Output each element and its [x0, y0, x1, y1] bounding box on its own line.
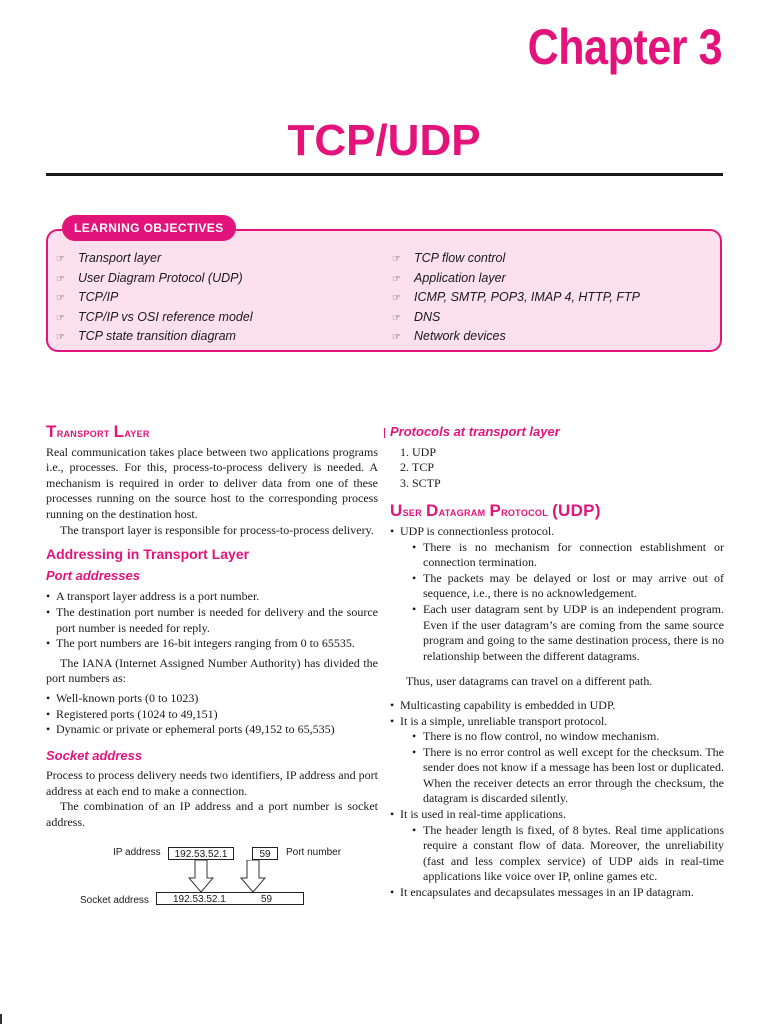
ip-address-label: IP address: [113, 847, 161, 858]
list-item: • It encapsulates and decapsulates messages in an IP datagram.: [390, 885, 724, 901]
list-item: • UDP is connectionless protocol. • There is no mechanism for connection establishment or connection termination. • The packets may be delayed or lost or may arrive out of sequence, i.e., there is no acknowledgement. • Each user datagram sent by UDP is an independent program. Even if the user datagram’s are coming from the same source program and going to the same destination process, there is no relationship between the different datagrams.: [390, 524, 724, 664]
pointing-hand-icon: ☞: [56, 332, 65, 343]
socket-address-heading: Socket address: [46, 747, 143, 763]
objectives-right-list: [392, 249, 640, 347]
port-number-label: Port number: [286, 847, 342, 858]
list-item: 2. TCP: [412, 460, 724, 476]
chapter-title: TCP/UDP: [287, 116, 481, 165]
thus-paragraph: Thus, user datagrams can travel on a different path.: [406, 674, 653, 689]
pointing-hand-icon: ☞: [56, 273, 65, 285]
ip-address-box: 192.53.52.1: [168, 847, 234, 860]
objective-item: ☞ TCP/IP: [56, 288, 253, 308]
down-arrows: [186, 860, 276, 892]
sub-list: [412, 540, 724, 665]
list-item: • There is no mechanism for connection establishment or connection termination.: [412, 540, 724, 571]
objective-item: ☞ Application layer: [392, 269, 640, 289]
port-range-list: [46, 691, 378, 738]
list-item: • The header length is fixed, of 8 bytes. Real time applications require a constant flow of data. Moreover, the unreliability (fast and less complex service) of UDP aids in real-time applications like voice over IP, online games etc.: [412, 823, 724, 885]
list-item: • There is no flow control, no window mechanism.: [412, 729, 724, 745]
sub-list: [412, 823, 724, 885]
list-item: • Dynamic or private or ephemeral ports (49,152 to 65,535): [46, 722, 378, 738]
objective-item: ☞ TCP flow control: [392, 249, 640, 269]
objective-item: ☞ DNS: [392, 308, 640, 328]
objective-item: ☞ User Diagram Protocol (UDP): [56, 269, 253, 289]
page-edge-mark: [0, 1014, 2, 1024]
addressing-heading: Addressing in Transport Layer: [46, 546, 250, 563]
list-item: • Registered ports (1024 to 49,151): [46, 707, 378, 723]
chapter-number: Chapter 3: [527, 19, 722, 75]
socket-address-label: Socket address: [80, 895, 149, 906]
pointing-hand-icon: ☞: [392, 273, 401, 285]
socket-ip-value: 192.53.52.1: [173, 894, 226, 905]
socket-address-diagram: [76, 842, 366, 912]
transport-paragraph: Real communication takes place between two applications programs i.e., processes. For this, process-to-process delivery is needed. A mechanism is required in order to deliver data from one of these processes running on the source host to the corresponding process running on the destination host.: [46, 444, 378, 521]
list-item: • The destination port number is needed for delivery and the source port number is needed for reply.: [46, 605, 378, 636]
udp-heading: User Datagram Protocol (UDP): [390, 501, 601, 521]
learning-objectives-tag: LEARNING OBJECTIVES: [62, 215, 236, 241]
iana-paragraph: The IANA (Internet Assigned Number Authority) has divided the port numbers as:: [46, 655, 378, 686]
pointing-hand-icon: ☞: [392, 254, 401, 265]
protocol-list: [390, 445, 724, 492]
pointing-hand-icon: ☞: [56, 254, 65, 265]
port-addresses-heading: Port addresses: [46, 567, 140, 583]
list-item: 1. UDP: [412, 445, 724, 461]
list-item: • It is used in real-time applications. • The header length is fixed, of 8 bytes. Real time applications require a constant flow of data. Moreover, the unreliability (fast and less complex service) of UDP aids in real-time applications like voice over IP, online games etc.: [390, 807, 724, 885]
list-item: • The port numbers are 16-bit integers ranging from 0 to 65535.: [46, 636, 378, 652]
list-item: • The packets may be delayed or lost or may arrive out of sequence, i.e., there is no acknowledgement.: [412, 571, 724, 602]
udp-bullet-list-2: [390, 698, 724, 901]
list-item: • Well-known ports (0 to 1023): [46, 691, 378, 707]
list-item: • There is no error control as well except for the checksum. The sender does not know if a message has been lost or duplicated. When the receiver detects an error through the checksum, the datagram is discarded silently.: [412, 745, 724, 807]
socket-port-value: 59: [261, 894, 273, 905]
list-item: • It is a simple, unreliable transport protocol. • There is no flow control, no window mechanism. • There is no error control as well except for the checksum. The sender does not know if a message has been lost or duplicated. When the receiver detects an error through the checksum, the datagram is discarded silently.: [390, 714, 724, 808]
port-bullet-list: [46, 589, 378, 651]
objective-item: ☞ Transport layer: [56, 249, 253, 269]
list-item: • Multicasting capability is embedded in UDP.: [390, 698, 724, 714]
objectives-left-list: [56, 249, 253, 347]
transport-paragraph-2: The transport layer is responsible for process-to-process delivery.: [60, 522, 374, 537]
pointing-hand-icon: ☞: [56, 312, 65, 324]
pointing-hand-icon: ☞: [392, 312, 401, 324]
sub-list: [412, 729, 724, 807]
left-column: [46, 420, 378, 831]
list-item: • A transport layer address is a port number.: [46, 589, 378, 605]
socket-paragraph-2: The combination of an IP address and a port number is socket address.: [46, 799, 378, 830]
list-item: • Each user datagram sent by UDP is an independent program. Even if the user datagram’s are coming from the same source program and going to the same destination process, there is no relationship between the different datagrams.: [412, 602, 724, 664]
objective-item: ☞ Network devices: [392, 327, 640, 347]
objective-item: ☞ ICMP, SMTP, POP3, IMAP 4, HTTP, FTP: [392, 288, 640, 308]
pointing-hand-icon: ☞: [392, 293, 401, 304]
socket-address-box: [156, 892, 304, 905]
right-column: [390, 420, 724, 901]
protocols-heading: Protocols at transport layer: [390, 424, 560, 439]
objective-item: ☞ TCP state transition diagram: [56, 327, 253, 347]
transport-layer-heading: Transport Layer: [46, 422, 150, 441]
udp-bullet-list: [390, 524, 724, 664]
title-rule: [46, 173, 723, 176]
port-number-box: 59: [252, 847, 278, 860]
column-divider: [384, 428, 385, 438]
pointing-hand-icon: ☞: [392, 332, 401, 343]
objective-item: ☞ TCP/IP vs OSI reference model: [56, 308, 253, 328]
pointing-hand-icon: ☞: [56, 293, 65, 304]
list-item: 3. SCTP: [412, 476, 724, 492]
socket-paragraph: Process to process delivery needs two identifiers, IP address and port address at each end to make a connection.: [46, 768, 378, 798]
